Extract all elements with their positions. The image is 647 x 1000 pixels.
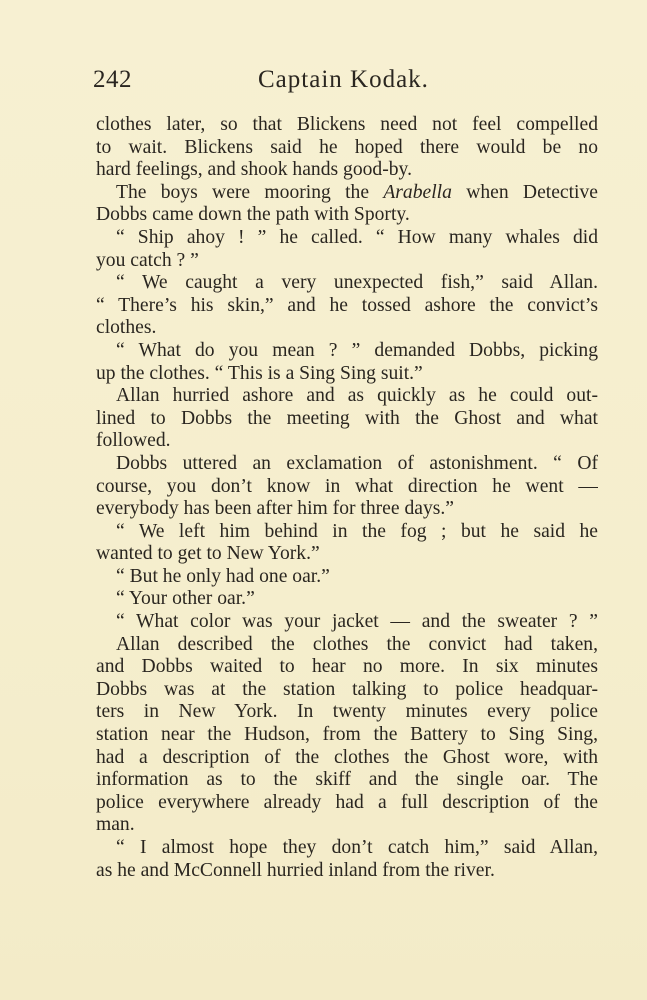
text-line: had a description of the clothes the Ghost wore, with — [96, 746, 598, 768]
text-line: course, you don’t know in what direction he went — — [96, 475, 598, 497]
text-line: hard feelings, and shook hands good-by. — [96, 159, 412, 181]
text-line: “ There’s his skin,” and he tossed ashore the convict’s — [96, 294, 598, 316]
text-line: “ What do you mean ? ” demanded Dobbs, picking — [116, 339, 598, 361]
text-line: “ Ship ahoy ! ” he called. “ How many whales did — [116, 226, 598, 248]
text-segment: The boys were mooring the — [116, 181, 384, 203]
text-line: “ But he only had one oar.” — [116, 565, 330, 587]
text-line: Dobbs came down the path with Sporty. — [96, 204, 410, 226]
text-line: and Dobbs waited to hear no more. In six minutes — [96, 656, 598, 678]
text-line: “ What color was your jacket — and the sweater ? ” — [116, 611, 598, 633]
text-line: clothes later, so that Blickens need not feel compelled — [96, 114, 598, 135]
text-line: you catch ? ” — [96, 249, 199, 271]
text-line: Allan hurried ashore and as quickly as he could out- — [116, 385, 598, 407]
text-line: man. — [96, 814, 135, 836]
ship-name-italic: Arabella — [383, 181, 452, 203]
page-number: 242 — [93, 66, 132, 93]
text-line: Dobbs uttered an exclamation of astonishment. “ Of — [116, 452, 598, 474]
text-line: as he and McConnell hurried inland from the river. — [96, 859, 495, 881]
text-line: “ We left him behind in the fog ; but he said he — [116, 520, 598, 542]
body-text — [96, 114, 598, 882]
text-line: everybody has been after him for three days.” — [96, 498, 454, 520]
page-header — [0, 66, 647, 100]
text-line: up the clothes. “ This is a Sing Sing suit.” — [96, 362, 423, 384]
text-line: followed. — [96, 430, 171, 452]
text-line: Allan described the clothes the convict had taken, — [116, 633, 598, 655]
text-line: Dobbs was at the station talking to police headquar- — [96, 678, 598, 700]
text-line: “ Your other oar.” — [116, 588, 255, 610]
running-title: Captain Kodak. — [258, 66, 429, 93]
text-line: to wait. Blickens said he hoped there would be no — [96, 136, 598, 158]
text-segment: when Detective — [451, 181, 598, 203]
text-line: wanted to get to New York.” — [96, 543, 320, 565]
text-line: ters in New York. In twenty minutes every police — [96, 701, 598, 723]
text-line: “ I almost hope they don’t catch him,” said Allan, — [116, 837, 598, 858]
text-line — [96, 182, 598, 205]
text-line: information as to the skiff and the single oar. The — [96, 769, 598, 791]
text-line: station near the Hudson, from the Battery to Sing Sing, — [96, 724, 598, 746]
text-line: police everywhere already had a full description of the — [96, 791, 598, 813]
text-line: “ We caught a very unexpected fish,” said Allan. — [116, 272, 598, 294]
text-line: clothes. — [96, 317, 157, 339]
text-line: lined to Dobbs the meeting with the Ghost and what — [96, 407, 598, 429]
